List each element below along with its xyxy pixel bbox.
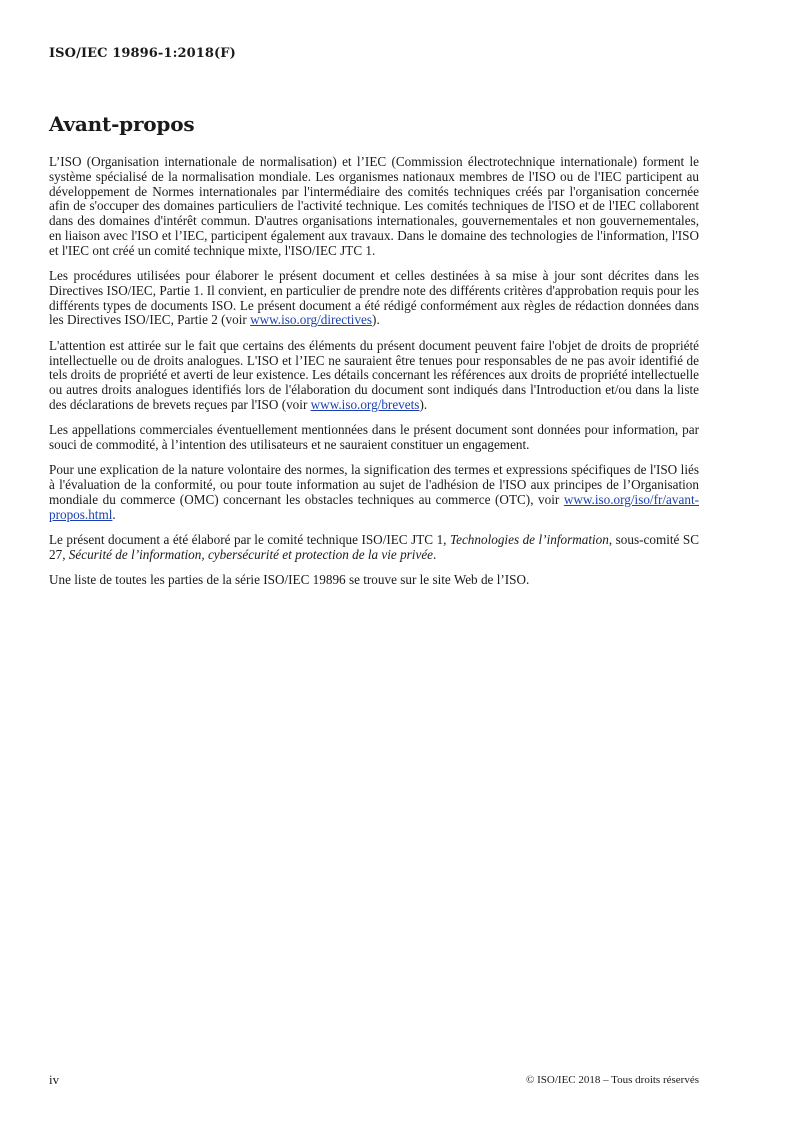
paragraph-voluntary-nature-text: Pour une explication de la nature volontaire des normes, la signification des termes et expressions spécifiques de l'ISO liés à l'évaluation de la conformité, ou pour toute information au sujet de l'adhésion de l'ISO aux principes de l’Organisation mondiale du commerce (OMC) concernant les obstacles techniques au commerce (OTC), voir (49, 462, 699, 507)
paragraph-patent-rights-text: L'attention est attirée sur le fait que certains des éléments du présent document peuvent faire l'objet de droits de propriété intellectuelle ou de droits analogues. L'ISO et l’IEC ne sauraient être tenues pour responsables de ne pas avoir identifié de tels droits de propriété et averti de leur existence. Les détails concernant les références aux droits de propriété intellectuelle ou autres droits analogues identifiés lors de l'élaboration du document sont indiqués dans l'Introduction et/ou dans la liste des déclarations de brevets reçues par l'ISO (voir (49, 337, 699, 412)
paragraph-voluntary-nature-end: . (112, 506, 116, 522)
paragraph-committee (49, 533, 699, 563)
document-reference: ISO/IEC 19896-1:2018(F) (49, 46, 236, 61)
paragraph-procedures-end: ). (372, 312, 380, 328)
page-number: iv (49, 1072, 60, 1087)
subcommittee-name: Sécurité de l’information, cybersécurité et protection de la vie privée (68, 546, 434, 562)
paragraph-procedures (49, 269, 699, 328)
copyright-notice: © ISO/IEC 2018 – Tous droits réservés (526, 1074, 699, 1086)
committee-text-a: Le présent document a été élaboré par le comité technique ISO/IEC JTC 1, (49, 532, 450, 548)
foreword-info-link[interactable]: www.iso.org/iso/fr/avant-propos.html (49, 491, 699, 522)
paragraph-trade-names: Les appellations commerciales éventuellement mentionnées dans le présent document sont données pour information, par souci de commodité, à l’intention des utilisateurs et ne sauraient constituer un engagement. (49, 422, 699, 453)
paragraph-patent-rights-end: ). (419, 396, 428, 412)
directives-link[interactable]: www.iso.org/directives (250, 312, 373, 328)
page-title: Avant-propos (49, 112, 195, 136)
paragraph-iso-iec-intro: L’ISO (Organisation internationale de normalisation) et l’IEC (Commission électrotechnique internationale) forment le système spécialisé de la normalisation mondiale. Les organismes nationaux membres de l'ISO ou de l'IEC participent au développement de Normes internationales par l'intermédiaire des comités techniques créés par l'organisation concernée afin de s'occuper des domaines particuliers de l'activité technique. Les comités techniques de l'ISO et de l'IEC collaborent dans des domaines d'intérêt commun. D'autres organisations internationales, gouvernementales et non gouvernementales, en liaison avec l'ISO et l’IEC, participent également aux travaux. Dans le domaine des technologies de l'information, l'ISO et l'IEC ont créé un comité technique mixte, l'ISO/IEC JTC 1. (49, 154, 699, 258)
committee-name: Technologies de l’information (449, 532, 609, 548)
foreword-body (49, 155, 699, 598)
paragraph-series-list: Une liste de toutes les parties de la série ISO/IEC 19896 se trouve sur le site Web de l’ISO. (49, 572, 530, 588)
paragraph-procedures-text: Les procédures utilisées pour élaborer le présent document et celles destinées à sa mise à jour sont décrites dans les Directives ISO/IEC, Partie 1. Il convient, en particulier de prendre note des différents critères d'approbation requis pour les différents types de documents ISO. Le présent document a été rédigé conformément aux règles de rédaction données dans les Directives ISO/IEC, Partie 2 (voir (49, 268, 699, 328)
committee-text-c: , sous-comité SC 27, (49, 532, 700, 562)
paragraph-patent-rights (49, 339, 699, 413)
paragraph-voluntary-nature (49, 463, 699, 522)
patents-link[interactable]: www.iso.org/brevets (310, 396, 420, 412)
committee-text-e: . (433, 546, 437, 562)
